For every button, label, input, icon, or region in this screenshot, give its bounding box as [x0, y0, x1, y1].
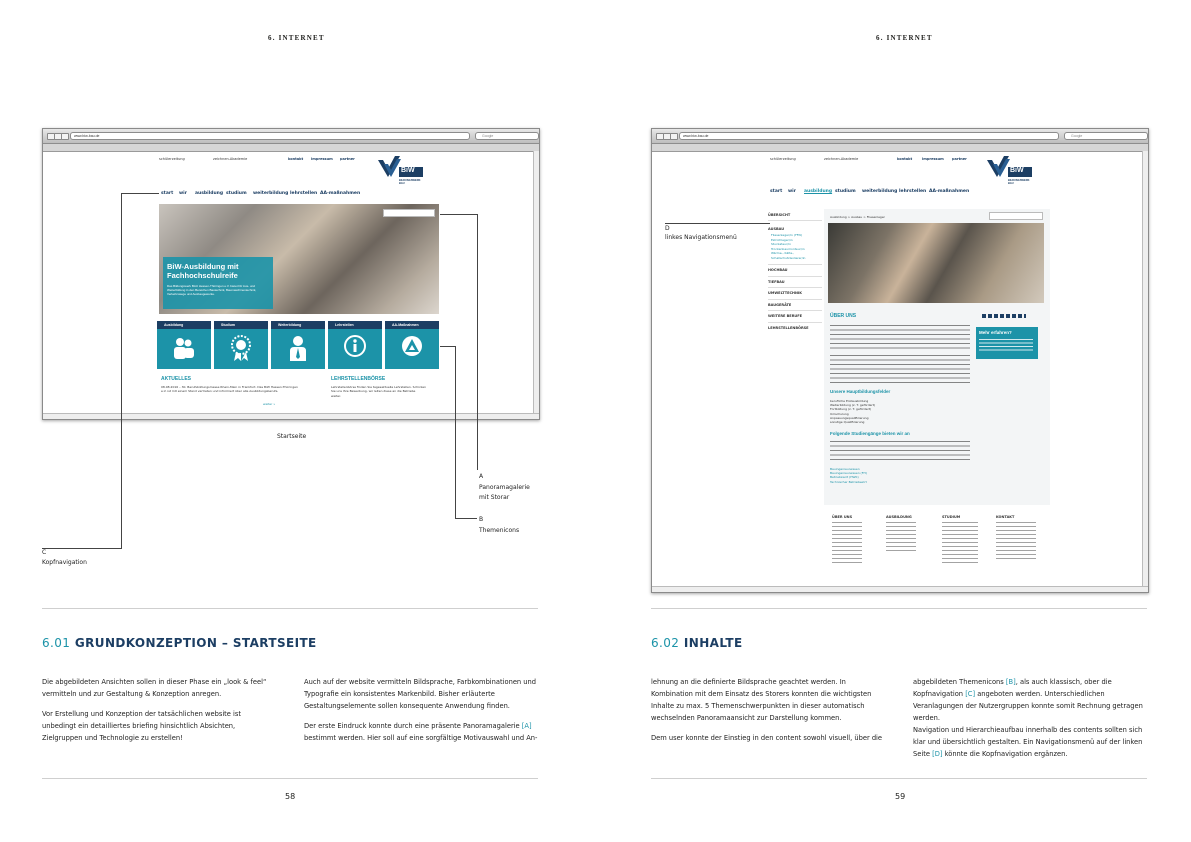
body-column-1-right — [651, 676, 886, 752]
vertical-scrollbar[interactable] — [533, 151, 539, 413]
hero-text: Das Bildungswerk BAU Hessen-Thüringen e.V. bietet Dir Aus- und Weiterbildung in den Bereichen Bautechnik, Baumaschinentechnik, Verkehrswege und Ausbaugewerke. — [167, 284, 257, 296]
nav-ausbildung[interactable]: ausbildung — [804, 189, 833, 194]
text-lines — [830, 355, 970, 383]
content-header-image — [828, 223, 1044, 303]
top-link-impressum[interactable]: impressum — [922, 157, 944, 161]
text: Navigation und Hierarchieaufbau innerhalb des contents sollten sich klar und übersichtlich gestalten. Ein Navigationsmenü auf der linken Seite — [913, 726, 1143, 758]
reload-icon[interactable] — [670, 133, 678, 140]
body-column-2-left — [304, 676, 538, 752]
news-more-link[interactable]: weiter » — [263, 402, 276, 406]
list-item[interactable]: Bauingenieurwesen (FH) — [830, 471, 867, 476]
nav-studium[interactable]: studium — [835, 189, 856, 194]
left-navigation-menu — [768, 211, 822, 333]
vertical-scrollbar[interactable] — [1142, 151, 1148, 586]
browser-search[interactable]: Google — [1064, 132, 1148, 140]
hero-title-2: Fachhochschulreife — [167, 271, 238, 280]
screenshot-caption: Startseite — [277, 433, 307, 440]
running-head-left: 6. INTERNET — [268, 34, 325, 42]
logo-text: BiW — [401, 167, 415, 174]
side-submenu-item[interactable]: Trockenbaumonteur/in — [771, 246, 805, 251]
list-item: Weiterbildung (z. T. gefördert) — [830, 403, 876, 408]
bookmarks-bar — [43, 144, 539, 152]
nav-weiterbildung[interactable]: weiterbildung — [253, 191, 289, 196]
side-menu-uebersicht[interactable]: ÜBERSICHT — [768, 211, 822, 221]
top-link-akademie[interactable]: zeichnen-Akademie — [824, 157, 859, 161]
footer-heading: STUDIUM — [942, 515, 961, 519]
list-item[interactable]: Technischer Betriebswirt — [830, 479, 867, 484]
callout-d-line — [665, 223, 770, 224]
top-link-kontakt[interactable]: kontakt — [288, 157, 304, 161]
tile-weiterbildung-label: Weiterbildung — [271, 321, 325, 329]
hauptbildungsfelder-list — [830, 399, 875, 424]
content-panel — [824, 209, 1050, 505]
side-submenu-item[interactable]: Wärme-, Kälte-, Schallschutzisolierer/in — [768, 251, 822, 265]
news-text: 08.08.2016 – 30. Berufsbildungsmesse Rhein-Main in Frankfurt. Das BiW Hessen-Thüringen e.V. ist mit einem Stand vertreten und informiert über alle Ausbildungsberufe. — [161, 385, 298, 394]
studiengaenge-list — [830, 467, 867, 484]
nav-studium[interactable]: studium — [226, 191, 247, 196]
nav-start[interactable]: start — [770, 189, 783, 194]
url-bar[interactable]: www.biw-bau.de — [679, 132, 1059, 140]
nav-aa-massnahmen[interactable]: AA-maßnahmen — [929, 189, 970, 194]
nav-lehrstellen[interactable]: lehrstellen — [290, 191, 318, 196]
callout-a-line-top — [440, 214, 478, 215]
list-item: berufliche Erstausbildung — [830, 399, 869, 403]
page-number-left: 58 — [285, 792, 296, 801]
tile-lehrstellen[interactable] — [328, 321, 382, 369]
rule-top-right — [651, 608, 1147, 609]
running-head-right: 6. INTERNET — [876, 34, 933, 42]
section-heading-6-02 — [651, 636, 743, 650]
side-menu-ausbau[interactable]: AUSBAU — [768, 226, 785, 231]
nav-start[interactable]: start — [161, 191, 174, 196]
callout-d-letter: D — [665, 225, 670, 232]
section-heading-6-01 — [42, 636, 317, 650]
ueber-uns-heading: ÜBER UNS — [830, 313, 857, 319]
content-search-field[interactable] — [989, 212, 1043, 220]
callout-b-line-vertical — [455, 346, 456, 518]
callout-c-line-bottom — [42, 548, 122, 549]
side-menu-lehrstellenboerse[interactable]: LEHRSTELLENBÖRSE — [768, 325, 809, 330]
boerse-text: Lehrstellenbörse finden Sie tagesaktuelle Lehrstellen. Schicken Sie uns Ihre Bewerbung, wir leiten diese an die Betriebe weiter. — [331, 385, 426, 398]
reference-c: [C] — [965, 690, 976, 698]
nav-lehrstellen[interactable]: lehrstellen — [899, 189, 927, 194]
section-title: GRUNDKONZEPTION – STARTSEITE — [74, 636, 317, 650]
side-submenu-item[interactable]: Estrichleger/in — [771, 237, 793, 242]
browser-screenshot-startseite — [42, 128, 540, 420]
list-item: sonstige Qualifizierung — [830, 420, 865, 425]
list-item[interactable]: Betriebswirt (HWK) — [830, 475, 859, 480]
top-link-partner[interactable]: partner — [952, 157, 967, 161]
callout-b-line-bottom — [455, 518, 477, 519]
biw-logo[interactable] — [377, 155, 425, 187]
side-submenu-item[interactable]: Stuckateur/in — [771, 242, 792, 246]
callout-b-label: Themenicons — [479, 527, 520, 534]
callout-a-label-2: mit Storar — [479, 494, 510, 501]
callout-b-letter: B — [479, 516, 484, 523]
footer-heading: AUSBILDUNG — [886, 515, 912, 519]
top-link-schuelerzeitung[interactable]: schülerzeitung — [770, 157, 796, 161]
callout-b-line-top — [440, 346, 456, 347]
boerse-heading: LEHRSTELLENBÖRSE — [331, 376, 386, 382]
section-title: INHALTE — [683, 636, 743, 650]
side-menu-baugeraete[interactable]: BAUGERÄTE — [768, 300, 822, 312]
logo-subtext: BILDUNGSWERK BAU — [399, 179, 421, 185]
people-icon — [172, 336, 196, 360]
top-link-partner[interactable]: partner — [340, 157, 355, 161]
tile-studium-label: Studium — [214, 321, 268, 329]
paragraph: Die abgebildeten Ansichten sollen in dieser Phase ein „look & feel“ vermitteln und zur Gestaltung & Konzeption anregen. — [42, 678, 267, 698]
breadcrumb: Ausbildung > Ausbau > Fliesenleger — [830, 215, 885, 219]
text: könnte die Kopfnavigation ergänzen. — [942, 750, 1068, 758]
reference-b: [B] — [1005, 678, 1016, 686]
side-submenu-item[interactable]: Fliesenleger/in (FFN) — [771, 233, 802, 237]
callout-d-label: linkes Navigationsmenü — [665, 234, 737, 241]
paragraph: Auch auf der website vermitteln Bildsprache, Farbkombinationen und Typografie ein konsistentes Markenbild. Bisher erläuterte Gestaltungselemente sollen konsequente Anwendung finden. — [304, 678, 537, 710]
mehr-erfahren-heading: Mehr erfahren? — [979, 330, 1012, 335]
reference-d: [D] — [932, 750, 943, 758]
paragraph — [913, 724, 1147, 760]
person-icon — [288, 335, 308, 361]
logo-subtext: BILDUNGSWERK BAU — [1008, 179, 1030, 185]
bookmarks-bar — [652, 144, 1148, 152]
rule-top-left — [42, 608, 538, 609]
hero-search-field[interactable] — [383, 209, 435, 217]
list-item: Anpassungsqualifizierung — [830, 415, 869, 420]
news-heading: AKTUELLES — [161, 376, 191, 382]
top-link-schuelerzeitung[interactable]: schülerzeitung — [159, 157, 185, 161]
hauptbildungsfelder-heading: Unsere Hauptbildungsfelder — [830, 389, 891, 394]
text: abgebildeten Themenicons — [913, 678, 1006, 686]
arbeitsagentur-icon — [401, 335, 423, 357]
text: angeboten werden. Unterschiedlichen Veranlagungen der Nutzergruppen konnte somit Rechnung getragen werden. — [913, 690, 1143, 722]
text: bestimmt werden. Hier soll auf eine sorgfältige Motivauswahl und An- — [304, 734, 538, 742]
hero-title-1: BiW-Ausbildung mit — [167, 262, 239, 271]
biw-logo[interactable] — [986, 155, 1034, 187]
nav-aa-massnahmen[interactable]: AA-maßnahmen — [320, 191, 361, 196]
studiengaenge-heading: Folgende Studiengänge bieten wir an — [830, 431, 910, 436]
tile-ausbildung-label: Ausbildung — [157, 321, 211, 329]
nav-ausbildung[interactable]: ausbildung — [195, 191, 224, 196]
horizontal-scrollbar[interactable] — [43, 413, 539, 419]
tile-aa-massnahmen[interactable] — [385, 321, 439, 369]
award-seal-icon — [229, 334, 253, 362]
tile-studium[interactable] — [214, 321, 268, 369]
callout-c-line-vertical — [121, 193, 122, 548]
text: Der erste Eindruck konnte durch eine präsente Panoramagalerie — [304, 722, 522, 730]
browser-toolbar — [652, 129, 1148, 144]
rule-bottom-right — [651, 778, 1147, 779]
callout-a-letter: A — [479, 473, 484, 480]
text-lines — [830, 441, 970, 461]
section-number: 6.01 — [42, 636, 71, 650]
site-footer — [824, 513, 1050, 573]
nav-wir[interactable]: wir — [788, 189, 796, 194]
side-menu-hochbau[interactable]: HOCHBAU — [768, 265, 822, 277]
list-item[interactable]: Bauingenieurwesen — [830, 467, 860, 471]
reload-icon[interactable] — [61, 133, 69, 140]
mehr-erfahren-box[interactable] — [976, 327, 1038, 359]
text-lines — [830, 325, 970, 349]
callout-c-line-top — [121, 193, 159, 194]
list-item: Umschulung — [830, 411, 849, 416]
footer-heading: ÜBER UNS — [832, 515, 853, 519]
text: , als auch klassisch, ober die Kopfnavigation — [913, 678, 1112, 698]
paragraph: Vor Erstellung und Konzeption der tatsächlichen website ist unbedingt ein detailliertes briefing hinsichtlich Absichten, Zielgruppen und Technologie zu erstellen! — [42, 710, 241, 742]
tile-ausbildung[interactable] — [157, 321, 211, 369]
nav-wir[interactable]: wir — [179, 191, 187, 196]
browser-toolbar — [43, 129, 539, 144]
top-link-kontakt[interactable]: kontakt — [897, 157, 913, 161]
reference-a: [A] — [521, 722, 532, 730]
logo-text: BiW — [1010, 167, 1024, 174]
hero-storer[interactable] — [163, 257, 273, 309]
page-number-right: 59 — [895, 792, 906, 801]
paragraph: lehnung an die definierte Bildsprache geachtet werden. In Kombination mit dem Einsatz des Storers konnten die wichtigsten Inhalte zu max. 5 Themenschwerpunkten in dieser automatisch wechselnden Panoramaansicht zur Darstellung kommen. — [651, 678, 872, 722]
footer-heading: KONTAKT — [996, 515, 1015, 519]
side-menu-weitere-berufe[interactable]: WEITERE BERUFE — [768, 311, 822, 323]
callout-c-letter: C — [42, 549, 47, 556]
info-icon — [344, 335, 366, 357]
side-menu-tiefbau[interactable]: TIEFBAU — [768, 277, 822, 289]
list-item: Fortbildung (z. T. gefördert) — [830, 407, 872, 412]
paragraph — [304, 720, 538, 744]
tile-lehrstellen-label: Lehrstellen — [328, 321, 382, 329]
paragraph: Dem user konnte der Einstieg in den content sowohl visuell, über die — [651, 734, 883, 742]
body-column-1-left — [42, 676, 277, 752]
rule-bottom-left — [42, 778, 538, 779]
callout-c-label: Kopfnavigation — [42, 559, 87, 566]
body-column-2-right — [913, 676, 1147, 768]
tile-weiterbildung[interactable] — [271, 321, 325, 369]
browser-search[interactable]: Google — [475, 132, 539, 140]
side-menu-umwelttechnik[interactable]: UMWELTTECHNIK — [768, 288, 822, 300]
callout-a-label-1: Panoramagalerie — [479, 484, 530, 491]
horizontal-scrollbar[interactable] — [652, 586, 1148, 592]
top-link-akademie[interactable]: zeichnen-Akademie — [213, 157, 248, 161]
section-number: 6.02 — [651, 636, 680, 650]
browser-screenshot-inhalte — [651, 128, 1149, 593]
tile-aa-massnahmen-label: AA-Maßnahmen — [385, 321, 439, 329]
share-icons[interactable] — [982, 314, 1026, 318]
url-bar[interactable]: www.biw-bau.de — [70, 132, 470, 140]
paragraph — [913, 676, 1147, 724]
nav-weiterbildung[interactable]: weiterbildung — [862, 189, 898, 194]
top-link-impressum[interactable]: impressum — [311, 157, 333, 161]
callout-a-line-vertical — [477, 214, 478, 470]
